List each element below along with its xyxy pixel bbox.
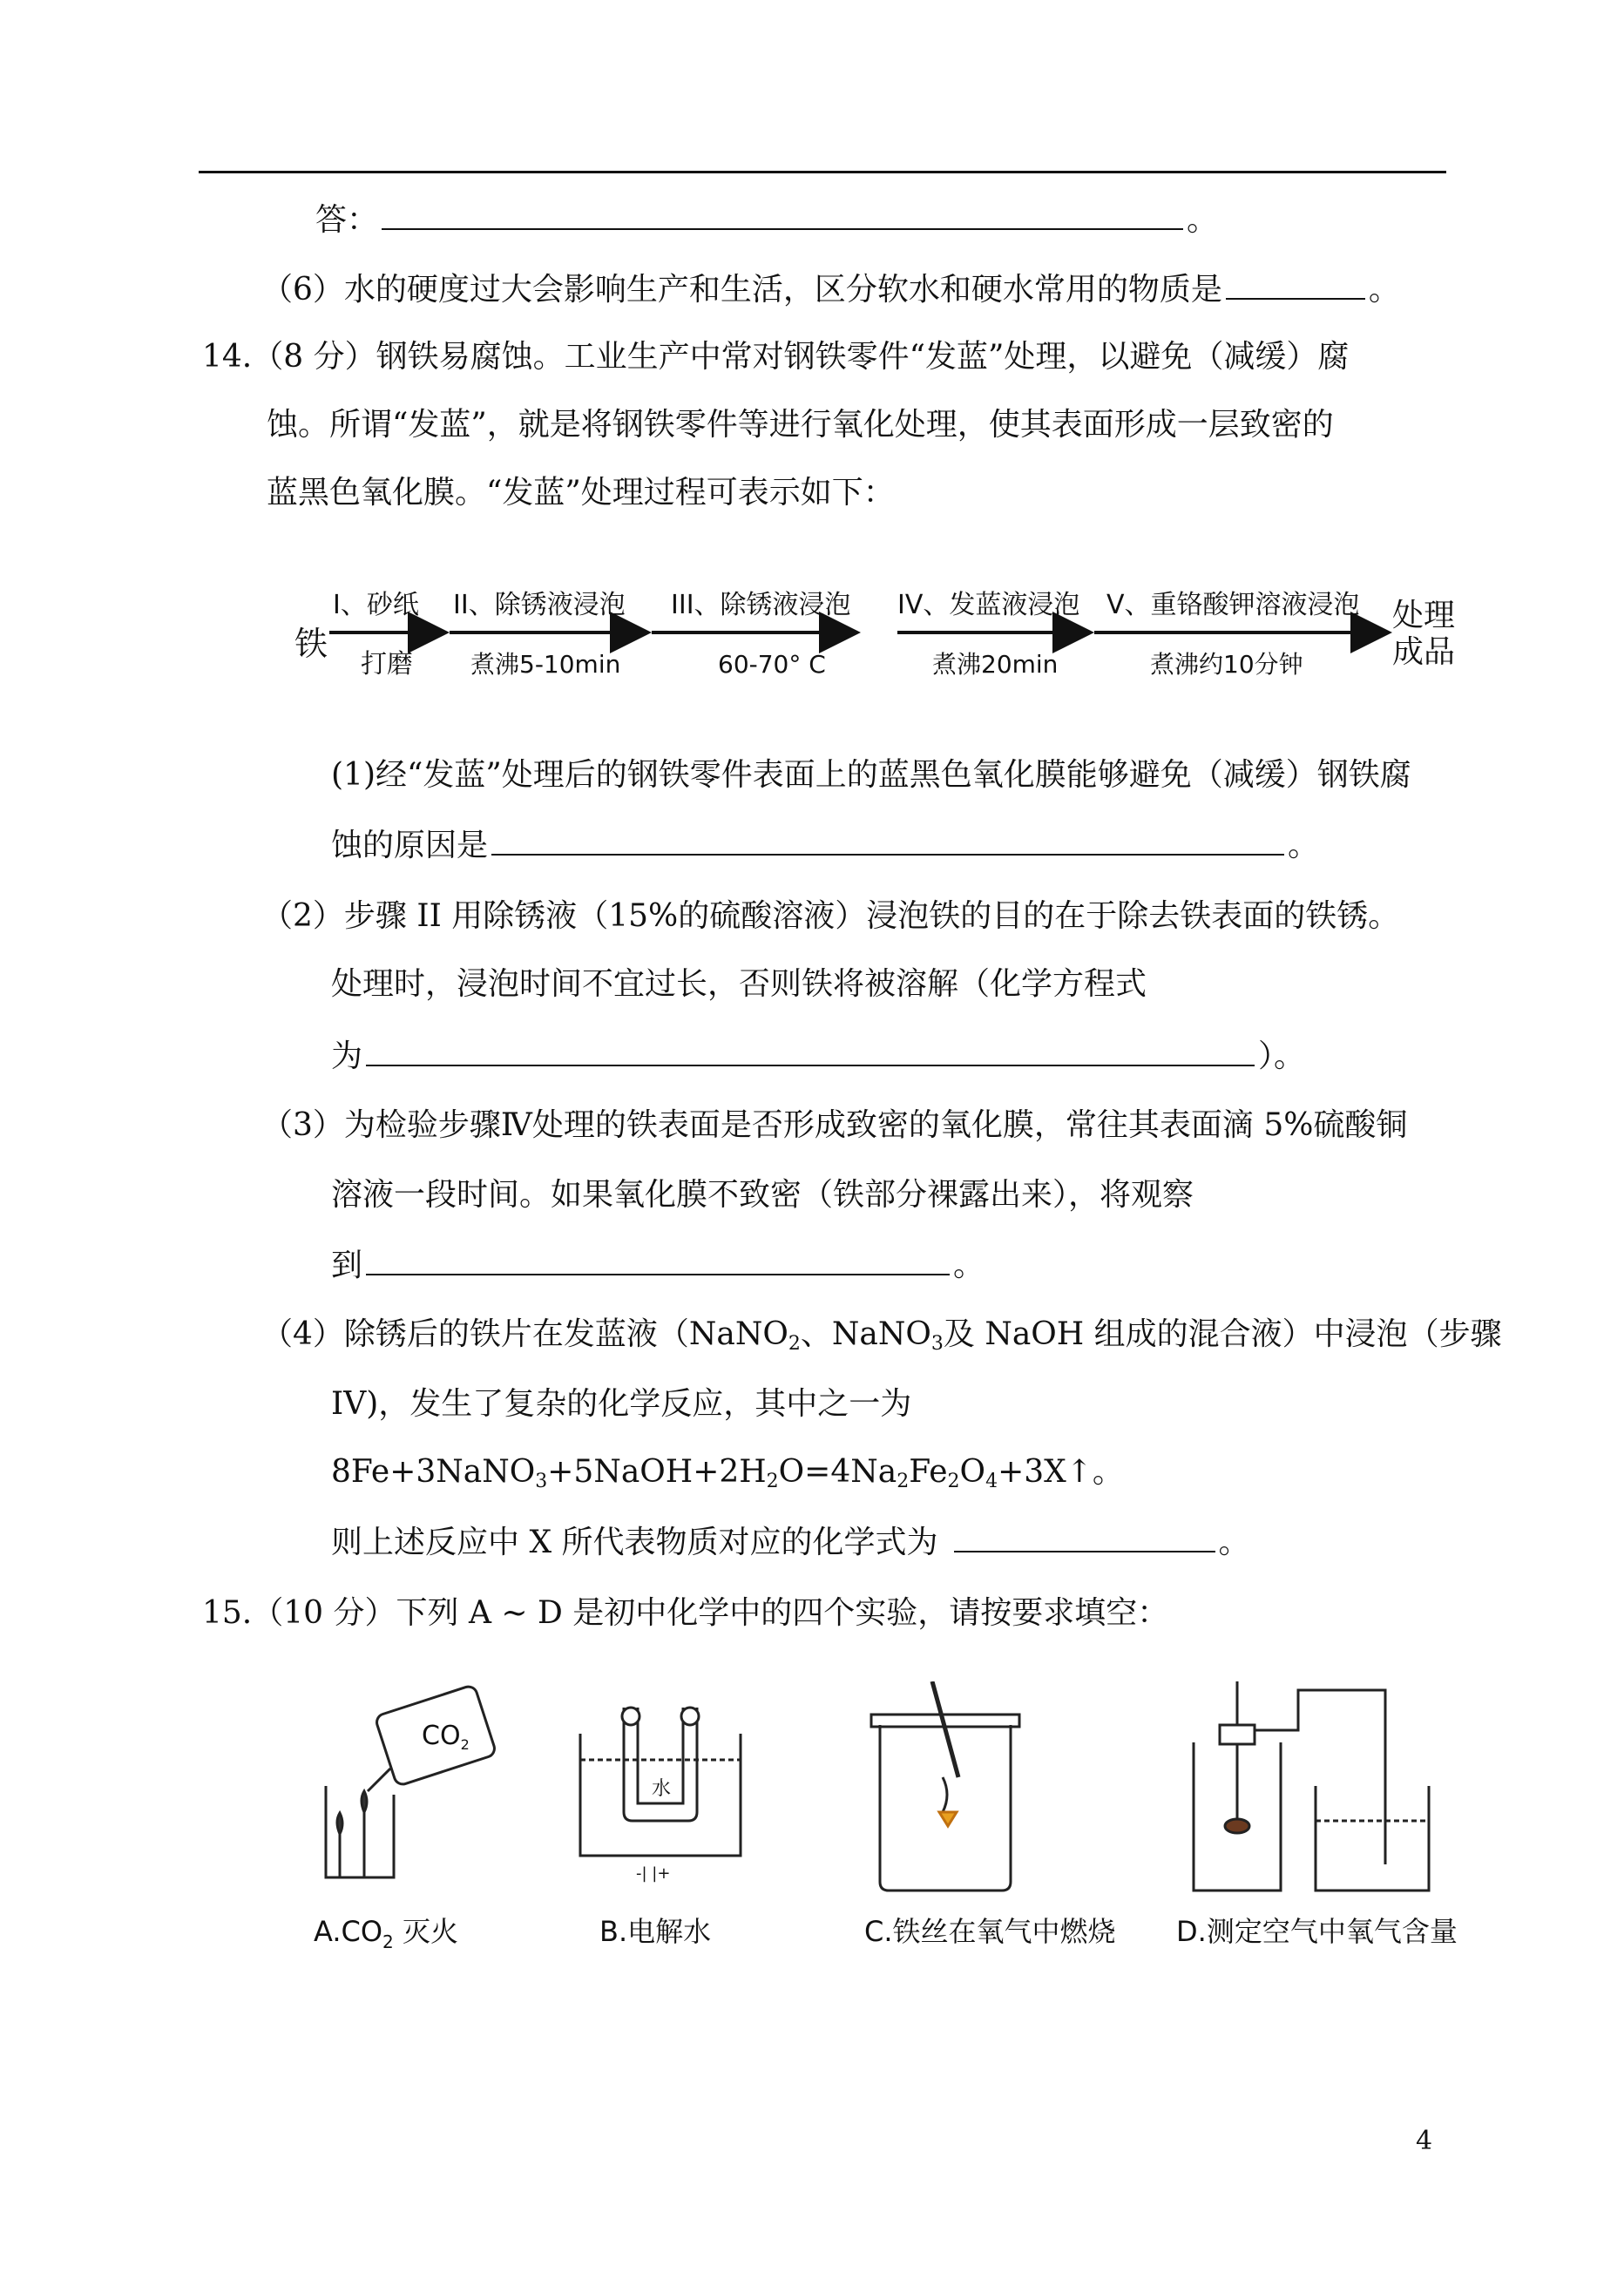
- s2-blank[interactable]: [366, 1035, 1255, 1066]
- question-14-line3: 蓝黑色氧化膜。“发蓝”处理过程可表示如下：: [267, 475, 895, 511]
- sub-question-2-line3: 为 ）。: [331, 1035, 1305, 1076]
- sub-question-2-line2: 处理时，浸泡时间不宜过长，否则铁将被溶解（化学方程式: [331, 966, 1147, 1002]
- experiment-figures: [314, 1681, 1472, 1969]
- figure-c-iron-combustion: [871, 1681, 1019, 1891]
- b-water-label: 水: [652, 1778, 672, 1800]
- flow-step2-bottom: 煮沸5-10min: [470, 650, 621, 679]
- figure-a-caption: $A.CO_2$ 灭火: [314, 1915, 458, 1952]
- question-6: （6）水的硬度过大会影响生产和生活，区分软水和硬水常用的物质是 。: [261, 268, 1400, 309]
- flow-step1-top: I、砂纸: [333, 590, 419, 620]
- flow-step4-top: IV、发蓝液浸泡: [897, 590, 1080, 620]
- figure-a-co2-extinguish: [326, 1685, 497, 1877]
- figure-b-electrolysis: [580, 1708, 741, 1883]
- s4-blank[interactable]: [954, 1521, 1215, 1552]
- sub-question-1-line2: 蚀的原因是 。: [331, 824, 1319, 865]
- sub-question-3-line2: 溶液一段时间。如果氧化膜不致密（铁部分裸露出来），将观察: [331, 1177, 1194, 1213]
- blueing-process-flow: [288, 575, 1472, 714]
- sub-question-3-line1: （3）为检验步骤Ⅳ处理的铁表面是否形成致密的氧化膜，常往其表面滴 5%硫酸铜: [261, 1107, 1408, 1143]
- figure-c-caption: C.铁丝在氧气中燃烧: [864, 1915, 1116, 1948]
- flow-step3-bottom: 60-70° C: [718, 650, 826, 679]
- figure-d-caption: D.测定空气中氧气含量: [1176, 1915, 1458, 1948]
- question-15: 15.（10 分）下列 A ~ D 是初中化学中的四个实验，请按要求填空：: [202, 1595, 1169, 1631]
- sub-question-1-line1: (1)经“发蓝”处理后的钢铁零件表面上的蓝黑色氧化膜能够避免（减缓）钢铁腐: [331, 757, 1411, 793]
- flow-end-top: 处理: [1392, 598, 1456, 633]
- header-rule: [199, 171, 1446, 173]
- s1-blank[interactable]: [491, 824, 1284, 856]
- flow-step2-top: II、除锈液浸泡: [453, 590, 626, 620]
- answer-line: 答： 。: [315, 199, 1218, 240]
- q6-blank[interactable]: [1226, 268, 1365, 300]
- sub-question-3-line3: 到 。: [331, 1244, 985, 1285]
- flow-start: 铁: [294, 625, 328, 663]
- sub-question-4-line4: 则上述反应中 X 所代表物质对应的化学式为 。: [331, 1521, 1250, 1562]
- flow-step5-top: V、重铬酸钾溶液浸泡: [1106, 590, 1360, 620]
- a-bottle-label: $CO_2$: [422, 1721, 470, 1753]
- answer-blank[interactable]: [382, 199, 1183, 230]
- reaction-equation: $8Fe+3NaNO_3+5NaOH+2H_2O=4Na_2Fe_2O_4+3X↑$。: [331, 1454, 1124, 1492]
- flow-step3-top: III、除锈液浸泡: [671, 590, 851, 620]
- flow-end-bottom: 成品: [1392, 634, 1456, 670]
- sub-question-4-line2: IV)，发生了复杂的化学反应，其中之一为: [331, 1386, 912, 1422]
- sub-question-4-line1: （4）除锈后的铁片在发蓝液（NaNO$_2$、NaNO$_3$及 NaOH 组成的混合液）中浸泡（步骤: [261, 1316, 1502, 1355]
- b-battery-label: -| |+: [636, 1864, 671, 1883]
- sub-question-2-line1: （2）步骤 II 用除锈液（15%的硫酸溶液）浸泡铁的目的在于除去铁表面的铁锈。: [261, 898, 1400, 934]
- s3-blank[interactable]: [366, 1244, 950, 1275]
- flow-step1-bottom: 打磨: [361, 649, 413, 680]
- page-number: 4: [1416, 2126, 1433, 2156]
- figure-d-oxygen-measure: [1194, 1681, 1429, 1891]
- question-14-line1: 14.（8 分）钢铁易腐蚀。工业生产中常对钢铁零件“发蓝”处理，以避免（减缓）腐: [202, 339, 1350, 375]
- figure-b-caption: B.电解水: [599, 1915, 712, 1948]
- question-14-line2: 蚀。所谓“发蓝”，就是将钢铁零件等进行氧化处理，使其表面形成一层致密的: [267, 407, 1334, 443]
- flow-step4-bottom: 煮沸20min: [932, 650, 1059, 679]
- flow-step5-bottom: 煮沸约10分钟: [1150, 650, 1303, 679]
